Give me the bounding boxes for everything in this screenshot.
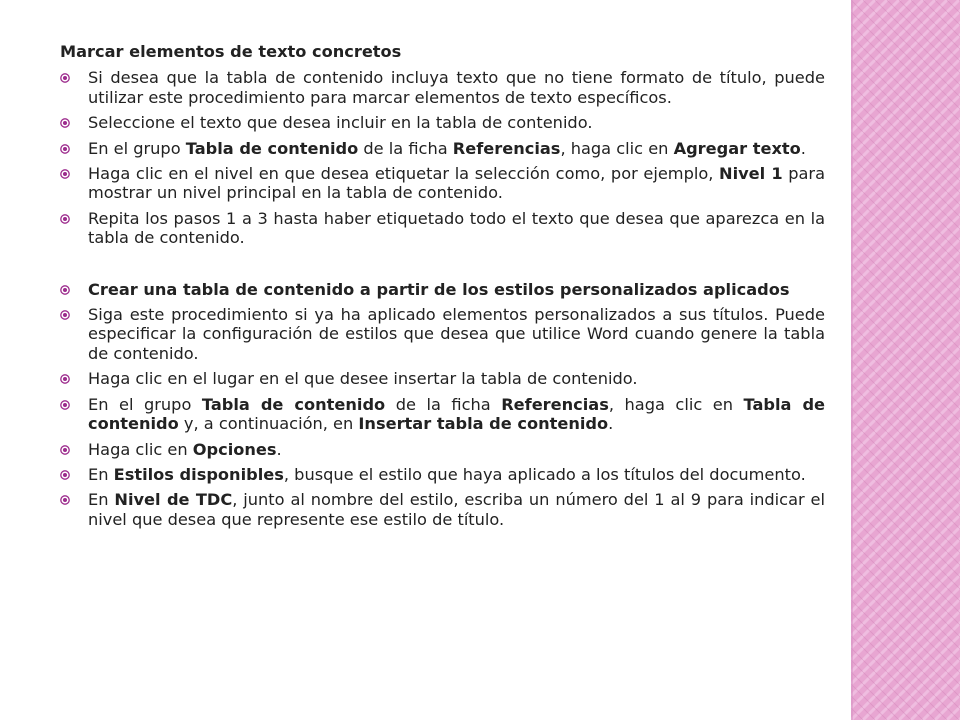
list-item-text: para mostrar un nivel principal en la tabla de contenido. [88, 164, 825, 203]
circle-bullet-icon [60, 310, 70, 320]
circle-bullet-icon [60, 445, 70, 455]
list-item-text: de la ficha [385, 394, 502, 414]
list-item-text: . [276, 439, 282, 459]
list-item [60, 395, 825, 434]
list-item-text: de la ficha [358, 138, 453, 158]
circle-bullet-icon [60, 73, 70, 83]
list-item-text: Haga clic en el lugar en el que desee insertar la tabla de contenido. [88, 369, 638, 389]
list-item-text: Si desea que la tabla de contenido incluya texto que no tiene formato de título, puede utilizar este procedimiento para marcar elementos de texto específicos. [88, 68, 825, 107]
list-item-text: Repita los pasos 1 a 3 hasta haber etiquetado todo el texto que desea que aparezca en la tabla de contenido. [88, 208, 825, 248]
emphasis-text: Referencias [501, 394, 609, 414]
emphasis-text: Estilos disponibles [113, 464, 284, 484]
emphasis-text: Tabla de contenido [201, 394, 386, 414]
list-item-text: En [88, 490, 115, 510]
emphasis-text: Tabla de contenido [88, 394, 826, 434]
emphasis-text: Nivel de TDC [114, 490, 233, 510]
section-heading: Marcar elementos de texto concretos [60, 42, 402, 61]
circle-bullet-icon [60, 470, 70, 480]
list-item-text: En el grupo [88, 394, 202, 414]
list-item [60, 139, 825, 158]
list-item-text: . [608, 414, 614, 434]
emphasis-text: Insertar tabla de contenido [358, 414, 609, 434]
list-item [60, 68, 825, 107]
list-item-heading [60, 280, 825, 299]
circle-bullet-icon [60, 214, 70, 224]
circle-bullet-icon [60, 285, 70, 295]
slide-body [60, 42, 825, 535]
list-item-text: , busque el estilo que haya aplicado a los títulos del documento. [283, 464, 806, 484]
list-item-text: Crear una tabla de contenido a partir de los estilos personalizados aplicados [88, 279, 790, 299]
list-item [60, 465, 825, 484]
list-item-text: . [800, 138, 806, 158]
list-item [60, 305, 825, 363]
list-item [60, 164, 825, 203]
emphasis-text: Tabla de contenido [185, 138, 359, 158]
list-item-text: En [88, 464, 114, 484]
list-item-text: , junto al nombre del estilo, escriba un número del 1 al 9 para indicar el nivel que desea que represente ese estilo de título. [88, 490, 825, 529]
list-item [60, 440, 825, 459]
circle-bullet-icon [60, 144, 70, 154]
circle-bullet-icon [60, 495, 70, 505]
list-item-text: Siga este procedimiento si ya ha aplicado elementos personalizados a sus títulos. Puede especificar la configuración de estilos que desea que utilice Word cuando genere la tabla de contenido. [88, 305, 825, 363]
circle-bullet-icon [60, 374, 70, 384]
emphasis-text: Referencias [452, 138, 561, 158]
emphasis-text: Agregar texto [673, 138, 801, 158]
decorative-side-panel [851, 0, 960, 720]
list-item [60, 113, 825, 132]
list-item [60, 490, 825, 529]
list-item-text: Haga clic en el nivel en que desea etiquetar la selección como, por ejemplo, [88, 164, 720, 184]
circle-bullet-icon [60, 400, 70, 410]
circle-bullet-icon [60, 169, 70, 179]
list-item-text: , haga clic en [608, 394, 744, 414]
list-item [60, 369, 825, 388]
circle-bullet-icon [60, 118, 70, 128]
emphasis-text: Opciones [192, 439, 277, 459]
list-item-text: , haga clic en [560, 138, 674, 158]
emphasis-text: Nivel 1 [719, 164, 783, 184]
list-item-text: Haga clic en [88, 439, 193, 459]
list-item-text: y, a continuación, en [178, 414, 359, 434]
list-item-text: En el grupo [88, 138, 186, 158]
list-item [60, 209, 825, 248]
list-item-text: Seleccione el texto que desea incluir en la tabla de contenido. [88, 113, 593, 133]
